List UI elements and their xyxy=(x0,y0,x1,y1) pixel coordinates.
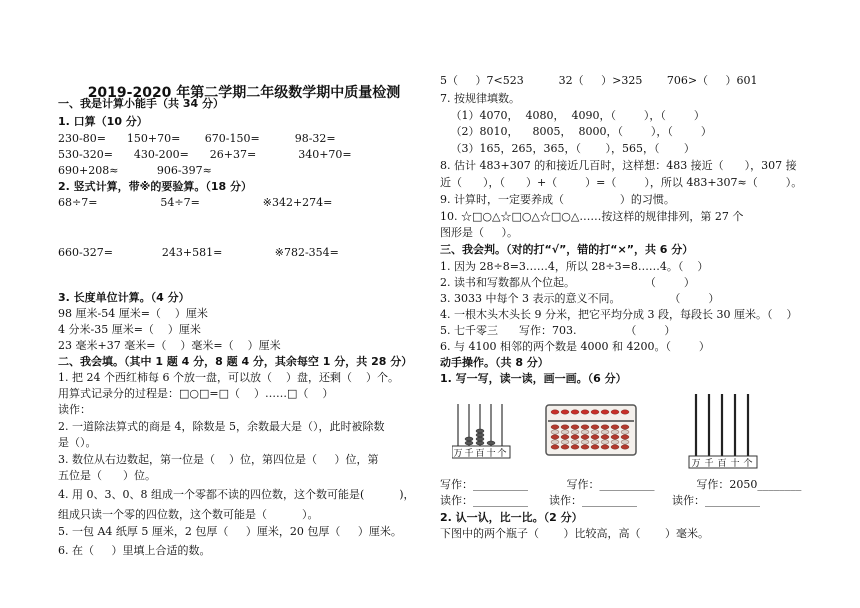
right-line: （2）8010， 8005， 8000，（ ），（ ） xyxy=(440,125,712,138)
left-line: 660-327= 243+581= ※782-354= xyxy=(58,246,339,259)
abacus-place-label: 个 xyxy=(497,449,507,459)
frame-bead xyxy=(551,410,559,414)
frame-bead xyxy=(561,410,569,414)
frame-bead xyxy=(571,440,579,444)
frame-bead xyxy=(621,430,629,434)
abacus-place-label: 十 xyxy=(730,459,740,469)
frame-bead xyxy=(571,445,579,449)
left-line: 6. 在（ ）里填上合适的数。 xyxy=(58,544,211,557)
right-line: 写作：__________ 写作：__________ 写作：2050________ xyxy=(440,478,802,491)
frame-bead xyxy=(581,410,589,414)
frame-bead xyxy=(571,410,579,414)
right-line: 10. ☆□○△☆□○△☆□○△……按这样的规律排列，第 27 个 xyxy=(440,210,744,223)
left-line: 1. 口算（10 分） xyxy=(58,115,148,128)
frame-bead xyxy=(591,425,599,429)
right-line: 图形是（ ）。 xyxy=(440,226,518,239)
frame-bead xyxy=(591,435,599,439)
frame-bead xyxy=(581,440,589,444)
frame-bead xyxy=(581,445,589,449)
right-line: 9. 计算时，一定要养成（ ）的习惯。 xyxy=(440,193,675,206)
right-line: 近（ ），（ ）+（ ）=（ ），所以 483+307≈（ ）。 xyxy=(440,176,803,189)
abacus-place-label: 千 xyxy=(464,449,474,459)
left-line: 读作： xyxy=(58,403,91,416)
right-line: 2. 读书和写数都从个位起。 （ ） xyxy=(440,276,695,289)
right-line: 3. 3033 中每个 3 表示的意义不同。 （ ） xyxy=(440,292,720,305)
right-line: 动手操作。（共 8 分） xyxy=(440,356,549,369)
abacus-figure-3 xyxy=(688,392,760,470)
frame-bead xyxy=(611,445,619,449)
frame-bead xyxy=(571,430,579,434)
left-line: 1. 把 24 个西红柿每 6 个放一盘，可以放（ ）盘，还剩（ ）个。 xyxy=(58,371,399,384)
frame-bead xyxy=(551,435,559,439)
right-line: 1. 写一写，读一读，画一画。（6 分） xyxy=(440,372,627,385)
frame-bead xyxy=(611,440,619,444)
left-line: 二、我会填。（其中 1 题 4 分，8 题 4 分，其余每空 1 分，共 28 分） xyxy=(58,355,413,368)
frame-bead xyxy=(621,440,629,444)
frame-bead xyxy=(601,430,609,434)
left-line: 是（）。 xyxy=(58,436,97,449)
counting-frame-figure xyxy=(545,404,637,456)
frame-bead xyxy=(581,425,589,429)
abacus-place-label: 个 xyxy=(743,459,753,469)
left-line: 一、我是计算小能手（共 34 分） xyxy=(58,97,224,110)
abacus-place-label: 万 xyxy=(691,459,701,469)
right-line: 8. 估计 483+307 的和接近几百时，这样想：483 接近（ ），307 接 xyxy=(440,159,797,172)
frame-bead xyxy=(611,410,619,414)
right-line: 7. 按规律填数。 xyxy=(440,92,520,105)
frame-bead xyxy=(551,425,559,429)
frame-bead xyxy=(591,440,599,444)
left-line: 690+208≈ 906-397≈ xyxy=(58,164,212,177)
left-line: 3. 数位从右边数起，第一位是（ ）位，第四位是（ ）位，第 xyxy=(58,453,379,466)
frame-bead xyxy=(591,445,599,449)
frame-bead xyxy=(621,410,629,414)
left-line: 组成只读一个零的四位数，这个数可能是（ ）。 xyxy=(58,508,319,521)
page-title: 2019-2020 年第二学期二年级数学期中质量检测 xyxy=(87,85,401,101)
right-line: 2. 认一认，比一比。（2 分） xyxy=(440,511,583,524)
frame-bead xyxy=(601,440,609,444)
abacus-place-label: 十 xyxy=(486,449,496,459)
frame-bead xyxy=(611,435,619,439)
right-line: 读作：__________ 读作：__________ 读作：__________ xyxy=(440,494,760,507)
frame-bead xyxy=(551,440,559,444)
right-line: 4. 一根木头木头长 9 分米，把它平均分成 3 段，每段长 30 厘米。（ ） xyxy=(440,308,798,321)
right-line: 6. 与 4100 相邻的两个数是 4000 和 4200。（ ） xyxy=(440,340,710,353)
frame-bead xyxy=(601,425,609,429)
frame-bead xyxy=(551,445,559,449)
frame-bead xyxy=(591,430,599,434)
frame-bead xyxy=(621,435,629,439)
right-line: 5（ ）7<523 32（ ）>325 706>（ ）601 xyxy=(440,74,758,87)
left-line: 68÷7= 54÷7= ※342+274= xyxy=(58,196,333,209)
left-line: 4. 用 0、3、0、8 组成一个零都不读的四位数，这个数可能是( )， xyxy=(58,488,415,501)
frame-bead xyxy=(581,430,589,434)
left-line: 98 厘米-54 厘米=（ ）厘米 xyxy=(58,307,208,320)
abacus-place-label: 万 xyxy=(453,449,463,459)
right-line: 三、我会判。（对的打“√”，错的打“×”，共 6 分） xyxy=(440,243,694,256)
left-line: 530-320= 430-200= 26+37= 340+70= xyxy=(58,148,352,161)
frame-bead xyxy=(581,435,589,439)
right-line: （1）4070， 4080， 4090，（ ），（ ） xyxy=(440,109,705,122)
frame-bead xyxy=(561,445,569,449)
abacus-figure-1 xyxy=(452,402,512,460)
frame-bead xyxy=(621,445,629,449)
abacus-place-label: 百 xyxy=(717,459,727,469)
frame-bead xyxy=(551,430,559,434)
frame-bead xyxy=(591,410,599,414)
left-line: 4 分米-35 厘米=（ ）厘米 xyxy=(58,323,201,336)
frame-bead xyxy=(601,435,609,439)
frame-bead xyxy=(561,435,569,439)
left-line: 230-80= 150+70= 670-150= 98-32= xyxy=(58,132,336,145)
frame-bead xyxy=(601,410,609,414)
frame-bead xyxy=(571,425,579,429)
left-line: 五位是（ ）位。 xyxy=(58,469,156,482)
left-line: 5. 一包 A4 纸厚 5 厘米，2 包厚（ ）厘米，20 包厚（ ）厘米。 xyxy=(58,525,402,538)
frame-bead xyxy=(611,430,619,434)
frame-bead xyxy=(601,445,609,449)
left-line: 23 毫米+37 毫米=（ ）毫米=（ ）厘米 xyxy=(58,339,281,352)
frame-bead xyxy=(561,425,569,429)
left-line: 2. 一道除法算式的商是 4，除数是 5，余数最大是（），此时被除数 xyxy=(58,420,385,433)
right-line: 1. 因为 28÷8=3……4，所以 28÷3=8……4。（ ） xyxy=(440,260,709,273)
right-line: 下图中的两个瓶子（ ）比较高，高（ ）毫米。 xyxy=(440,527,709,540)
left-line: 2. 竖式计算，带※的要验算。（18 分） xyxy=(58,180,252,193)
left-line: 3. 长度单位计算。（4 分） xyxy=(58,291,190,304)
right-line: 5. 七千零三 写作：703. （ ） xyxy=(440,324,676,337)
left-line: 用算式记录分的过程是：□○□=□（ ）……□（ ） xyxy=(58,387,334,400)
frame-bead xyxy=(561,440,569,444)
frame-bead xyxy=(571,435,579,439)
frame-bead xyxy=(611,425,619,429)
frame-bead xyxy=(561,430,569,434)
abacus-place-label: 百 xyxy=(475,449,485,459)
abacus-place-label: 千 xyxy=(704,459,714,469)
right-line: （3）165，265，365，（ ），565，（ ） xyxy=(440,142,695,155)
frame-bead xyxy=(621,425,629,429)
